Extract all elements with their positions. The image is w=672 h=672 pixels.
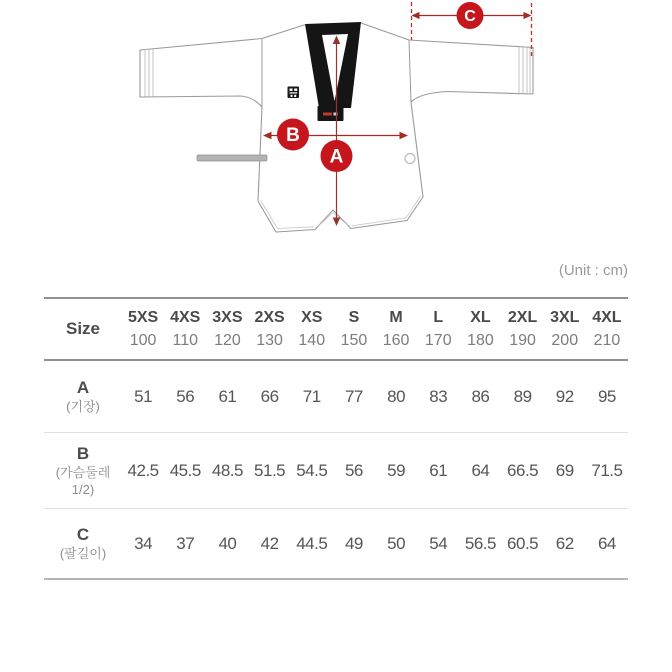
size-column-l: [417, 309, 459, 350]
size-column-xl: [459, 309, 501, 350]
cell-b-5xs: 42.5: [127, 460, 159, 480]
size-name: 3XS: [212, 308, 243, 326]
cell-a-l: 83: [429, 386, 448, 406]
size-name: S: [348, 308, 360, 326]
size-name: M: [389, 308, 403, 326]
size-column-2xl: [502, 309, 544, 350]
row-sublabel: (기장): [66, 399, 100, 415]
cell-c-4xl: 64: [597, 533, 616, 553]
row-label-b: [44, 443, 122, 499]
height-value: 120: [214, 331, 241, 349]
cell-b-2xs: 51.5: [254, 460, 286, 480]
cell-c-4xs: 37: [176, 533, 195, 553]
size-name: XS: [301, 308, 323, 326]
size-column-4xs: [164, 309, 206, 350]
cell-c-s: 49: [344, 533, 363, 553]
cell-c-xl: 56.5: [464, 533, 496, 553]
height-value: 130: [256, 331, 283, 349]
cell-a-4xl: 95: [597, 386, 616, 406]
cell-a-3xl: 92: [555, 386, 574, 406]
size-column-3xs: [206, 309, 248, 350]
cell-a-s: 77: [344, 386, 363, 406]
badge-letter-b: B: [286, 125, 300, 146]
height-value: 110: [172, 331, 198, 349]
row-sublabel: (팔길이): [59, 546, 107, 562]
height-value: 190: [509, 331, 536, 349]
size-name: 2XL: [507, 308, 538, 326]
table-row-a-length: [44, 361, 628, 433]
cell-c-xs: 44.5: [296, 533, 328, 553]
table-header: [44, 297, 628, 361]
cell-a-3xs: 61: [218, 386, 237, 406]
cell-c-2xl: 60.5: [507, 533, 539, 553]
cell-c-3xs: 40: [218, 533, 237, 553]
jacket-diagram: [0, 0, 672, 258]
measurement-badge-c: [457, 2, 484, 29]
cell-b-3xl: 69: [555, 460, 574, 480]
size-name: 4XL: [592, 308, 622, 326]
cell-b-m: 59: [387, 460, 406, 480]
side-button: [405, 154, 415, 164]
size-name: 4XS: [170, 308, 201, 326]
measurement-badge-b: [277, 119, 309, 151]
size-header-label: Size: [65, 319, 101, 338]
cell-c-l: 54: [429, 533, 448, 553]
measurement-badge-a: [321, 140, 353, 172]
cell-c-2xs: 42: [260, 533, 279, 553]
height-value: 100: [129, 331, 157, 349]
cell-a-2xs: 66: [260, 386, 279, 406]
size-column-xs: [291, 309, 333, 350]
height-value: 210: [593, 331, 621, 349]
cell-b-xs: 54.5: [296, 460, 328, 480]
height-value: 140: [298, 331, 326, 349]
height-value: 180: [467, 331, 494, 349]
cell-b-3xs: 48.5: [211, 460, 243, 480]
row-label-c: [44, 524, 122, 563]
table-row-c-sleeve: [44, 509, 628, 580]
height-value: 170: [424, 331, 452, 349]
collar-tag-text: [323, 113, 332, 116]
cell-b-4xl: 71.5: [591, 460, 623, 480]
cell-a-5xs: 51: [134, 386, 153, 406]
unit-label: (Unit : cm): [558, 262, 628, 279]
table-row-b-chest: [44, 433, 628, 509]
cell-c-5xs: 34: [134, 533, 153, 553]
size-name: XL: [470, 308, 491, 326]
size-column-s: [333, 309, 375, 350]
size-table: [44, 297, 628, 580]
cell-a-m: 80: [387, 386, 406, 406]
row-label-a: [44, 377, 122, 416]
row-key: C: [76, 525, 90, 544]
cell-b-s: 56: [344, 460, 363, 480]
row-key: A: [76, 378, 90, 397]
height-value: 160: [382, 331, 410, 349]
size-column-2xs: [249, 309, 291, 350]
badge-letter-c: C: [464, 8, 476, 25]
row-key: B: [76, 443, 90, 463]
cell-c-m: 50: [387, 533, 406, 553]
cell-b-xl: 64: [471, 460, 490, 480]
mooto-logo-icon: [288, 87, 300, 99]
cell-b-4xs: 45.5: [169, 460, 201, 480]
cell-b-2xl: 66.5: [507, 460, 539, 480]
size-name: 2XS: [254, 308, 285, 326]
row-sublabel: (가슴둘레 1/2): [55, 464, 111, 497]
cell-c-3xl: 62: [555, 533, 574, 553]
size-name: 3XL: [550, 308, 580, 326]
waist-strap: [197, 155, 267, 161]
cell-a-4xs: 56: [176, 386, 195, 406]
cell-a-xs: 71: [302, 386, 321, 406]
size-column-3xl: [544, 309, 586, 350]
badge-letter-a: A: [329, 146, 344, 168]
height-value: 200: [551, 331, 579, 349]
size-name: L: [433, 308, 444, 326]
size-column-m: [375, 309, 417, 350]
size-column-4xl: [586, 309, 628, 350]
cell-a-xl: 86: [471, 386, 490, 406]
size-name: 5XS: [127, 308, 159, 326]
cell-a-2xl: 89: [513, 386, 532, 406]
height-value: 150: [340, 331, 368, 349]
size-column-5xs: [122, 309, 164, 350]
cell-b-l: 61: [429, 460, 448, 480]
